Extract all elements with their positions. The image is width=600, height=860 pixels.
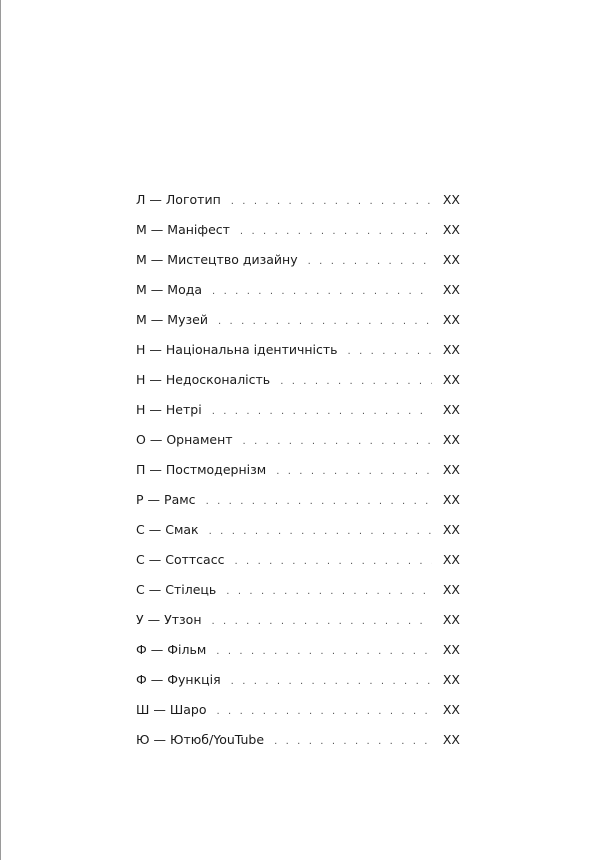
toc-letter: О (136, 432, 146, 447)
toc-entry[interactable] (136, 698, 460, 728)
toc-page-number: XX (442, 192, 460, 207)
toc-title: Недосконаліcть (165, 372, 271, 387)
toc-separator: — (149, 372, 162, 387)
toc-page-number: XX (442, 402, 460, 417)
toc-separator: — (149, 192, 162, 207)
toc-title: Орнамент (166, 432, 233, 447)
toc-entry[interactable] (136, 188, 460, 218)
toc-entry[interactable] (136, 548, 460, 578)
toc-dot-leader (216, 640, 432, 664)
toc-separator: — (149, 432, 163, 447)
table-of-contents (136, 188, 460, 758)
toc-letter: Ф (136, 642, 147, 657)
toc-separator: — (153, 702, 166, 717)
toc-title: Фільм (167, 642, 207, 657)
toc-letter: Н (136, 372, 146, 387)
toc-separator: — (153, 732, 166, 747)
toc-page-number: XX (442, 732, 460, 747)
toc-title: Смак (165, 522, 199, 537)
toc-separator: — (150, 312, 164, 327)
toc-separator: — (149, 462, 162, 477)
toc-separator: — (149, 402, 162, 417)
toc-page-number: XX (442, 702, 460, 717)
toc-letter: М (136, 282, 147, 297)
toc-separator: — (148, 522, 162, 537)
toc-entry[interactable] (136, 458, 460, 488)
toc-separator: — (148, 552, 162, 567)
toc-letter: П (136, 462, 146, 477)
toc-dot-leader (276, 460, 432, 484)
toc-title: Шаро (169, 702, 207, 717)
toc-page-number: XX (442, 672, 460, 687)
toc-dot-leader (226, 580, 432, 604)
toc-page-number: XX (442, 552, 460, 567)
toc-title: Ютюб/YouTube (170, 732, 265, 747)
toc-letter: Н (136, 402, 146, 417)
toc-dot-leader (234, 550, 432, 574)
toc-separator: — (147, 612, 161, 627)
toc-entry[interactable] (136, 638, 460, 668)
toc-entry[interactable] (136, 218, 460, 248)
toc-dot-leader (212, 610, 433, 634)
toc-separator: — (149, 342, 162, 357)
toc-page-number: XX (442, 462, 460, 477)
toc-separator: — (148, 582, 162, 597)
toc-entry[interactable] (136, 608, 460, 638)
toc-page-number: XX (442, 342, 460, 357)
toc-title: Мода (167, 282, 203, 297)
toc-page-number: XX (442, 582, 460, 597)
toc-title: Функція (167, 672, 221, 687)
toc-page-number: XX (442, 312, 460, 327)
toc-entry[interactable] (136, 398, 460, 428)
toc-entry[interactable] (136, 248, 460, 278)
toc-page-number: XX (442, 282, 460, 297)
toc-entry[interactable] (136, 338, 460, 368)
toc-dot-leader (206, 490, 432, 514)
toc-entry[interactable] (136, 278, 460, 308)
toc-page-number: XX (442, 222, 460, 237)
toc-title: Нетрі (165, 402, 202, 417)
toc-dot-leader (274, 730, 432, 754)
toc-title: Національна ідентичність (165, 342, 338, 357)
toc-letter: М (136, 222, 147, 237)
toc-letter: Ю (136, 732, 150, 747)
toc-title: Утзон (164, 612, 202, 627)
toc-title: Соттсасс (165, 552, 225, 567)
toc-separator: — (150, 282, 164, 297)
toc-entry[interactable] (136, 428, 460, 458)
toc-page-number: XX (442, 252, 460, 267)
toc-dot-leader (240, 220, 432, 244)
toc-separator: — (147, 492, 161, 507)
page-edge (0, 0, 1, 860)
toc-title: Маніфест (167, 222, 230, 237)
toc-title: Логотип (165, 192, 221, 207)
toc-dot-leader (212, 280, 432, 304)
toc-dot-leader (216, 700, 432, 724)
toc-page-number: XX (442, 492, 460, 507)
toc-page-number: XX (442, 612, 460, 627)
toc-letter: М (136, 312, 147, 327)
toc-entry[interactable] (136, 668, 460, 698)
toc-page-number: XX (442, 642, 460, 657)
toc-title: Стілець (165, 582, 217, 597)
toc-title: Музей (167, 312, 208, 327)
toc-page-number: XX (442, 522, 460, 537)
toc-letter: Р (136, 492, 144, 507)
toc-page-number: XX (442, 372, 460, 387)
toc-dot-leader (231, 670, 432, 694)
toc-dot-leader (212, 400, 432, 424)
toc-dot-leader (209, 520, 432, 544)
toc-dot-leader (243, 430, 432, 454)
toc-entry[interactable] (136, 578, 460, 608)
toc-letter: С (136, 582, 145, 597)
toc-title: Рамс (164, 492, 196, 507)
toc-separator: — (150, 252, 164, 267)
toc-letter: Л (136, 192, 146, 207)
toc-letter: Ф (136, 672, 147, 687)
toc-letter: М (136, 252, 147, 267)
toc-letter: У (136, 612, 144, 627)
toc-title: Постмодернізм (165, 462, 267, 477)
toc-letter: С (136, 522, 145, 537)
toc-separator: — (150, 642, 164, 657)
toc-dot-leader (280, 370, 432, 394)
toc-entry[interactable] (136, 488, 460, 518)
toc-letter: Н (136, 342, 146, 357)
toc-entry[interactable] (136, 368, 460, 398)
toc-letter: С (136, 552, 145, 567)
toc-entry[interactable] (136, 728, 460, 758)
toc-dot-leader (348, 340, 432, 364)
toc-title: Мистецтво дизайну (167, 252, 298, 267)
toc-letter: Ш (136, 702, 150, 717)
toc-dot-leader (218, 310, 432, 334)
toc-entry[interactable] (136, 518, 460, 548)
toc-separator: — (150, 672, 164, 687)
toc-dot-leader (308, 250, 432, 274)
toc-dot-leader (231, 190, 432, 214)
toc-entry[interactable] (136, 308, 460, 338)
toc-page-number: XX (442, 432, 460, 447)
toc-separator: — (150, 222, 164, 237)
